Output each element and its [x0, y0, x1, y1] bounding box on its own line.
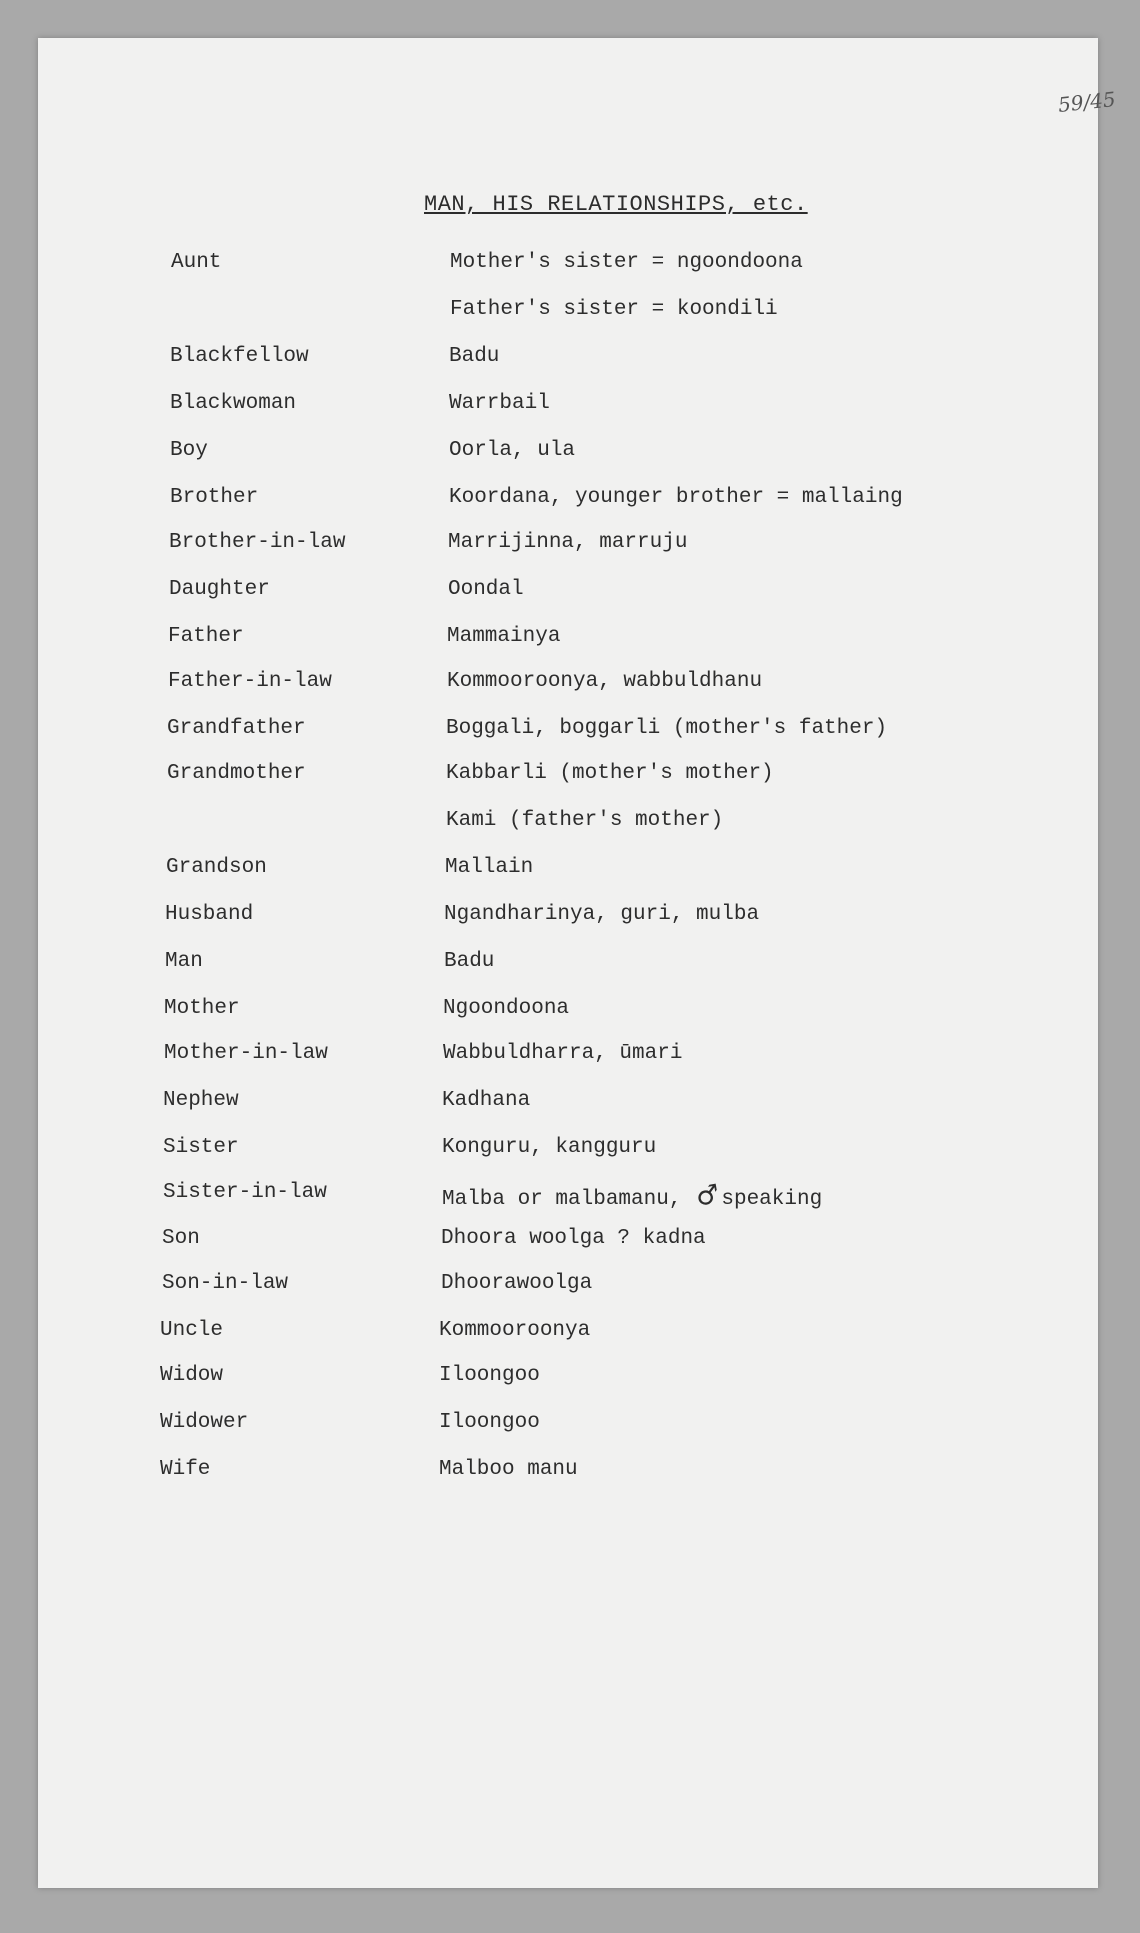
entry-gloss: Mammainya — [447, 625, 561, 648]
entry-term: Nephew — [163, 1089, 239, 1112]
entry-term: Father — [168, 625, 244, 648]
entry-term: Widower — [160, 1411, 249, 1434]
folio-number: 59/45 — [1056, 87, 1117, 117]
document-page — [38, 38, 1117, 1888]
entry-gloss: Badu — [449, 345, 500, 368]
page-title: MAN, HIS RELATIONSHIPS, etc. — [424, 192, 808, 217]
entry-term: Mother-in-law — [164, 1042, 328, 1065]
entry-gloss: Iloongoo — [439, 1364, 540, 1387]
entry-gloss: Malboo manu — [439, 1458, 578, 1481]
entry-gloss: Mother's sister = ngoondoona — [450, 251, 803, 274]
entry-gloss: Boggali, boggarli (mother's father) — [446, 717, 888, 740]
entry-term: Brother-in-law — [169, 531, 346, 554]
entry-term: Uncle — [160, 1319, 224, 1342]
entry-gloss: Dhoorawoolga — [441, 1272, 593, 1295]
entry-term: Widow — [160, 1364, 224, 1387]
entry-term: Aunt — [171, 251, 222, 274]
entry-gloss: Marrijinna, marruju — [448, 531, 688, 554]
entry-gloss-suffix: speaking — [721, 1188, 823, 1211]
entry-gloss: Kadhana — [442, 1089, 531, 1112]
entry-term: Mother — [164, 997, 240, 1020]
entry-term: Blackwoman — [170, 392, 297, 415]
entry-gloss: Ngandharinya, guri, mulba — [444, 903, 760, 926]
male-symbol-icon: ♂ — [693, 1179, 722, 1213]
entry-term: Grandmother — [167, 762, 306, 785]
entry-gloss — [442, 1181, 822, 1211]
entry-gloss: Dhoora woolga ? kadna — [441, 1227, 706, 1250]
entry-term: Man — [165, 950, 203, 973]
entry-term: Blackfellow — [170, 345, 309, 368]
entry-gloss: Koordana, younger brother = mallaing — [449, 486, 903, 509]
entry-gloss: Kommooroonya — [439, 1319, 591, 1342]
entry-term: Grandson — [166, 856, 267, 879]
entry-term: Boy — [170, 439, 208, 462]
entry-gloss-text: Malba or malbamanu, — [442, 1188, 682, 1211]
entry-term: Husband — [165, 903, 254, 926]
entry-gloss: Kommooroonya, wabbuldhanu — [447, 670, 763, 693]
entry-gloss: Mallain — [445, 856, 534, 879]
entry-term: Sister-in-law — [163, 1181, 327, 1204]
entry-gloss: Oondal — [448, 578, 524, 601]
entry-gloss: Kami (father's mother) — [446, 809, 724, 832]
entry-gloss: Wabbuldharra, ūmari — [443, 1042, 683, 1065]
entry-term: Father-in-law — [168, 670, 332, 693]
entry-term: Son — [162, 1227, 200, 1250]
entry-gloss: Warrbail — [449, 392, 550, 415]
entry-gloss: Iloongoo — [439, 1411, 540, 1434]
entry-term: Son-in-law — [162, 1272, 289, 1295]
entry-term: Wife — [160, 1458, 211, 1481]
entry-term: Grandfather — [167, 717, 306, 740]
entry-gloss: Father's sister = koondili — [450, 298, 778, 321]
entry-term: Sister — [163, 1136, 239, 1159]
entry-gloss: Konguru, kangguru — [442, 1136, 657, 1159]
entry-gloss: Oorla, ula — [449, 439, 576, 462]
entry-term: Daughter — [169, 578, 270, 601]
entry-gloss: Kabbarli (mother's mother) — [446, 762, 774, 785]
entry-gloss: Ngoondoona — [443, 997, 570, 1020]
entry-gloss: Badu — [444, 950, 495, 973]
entry-term: Brother — [170, 486, 259, 509]
